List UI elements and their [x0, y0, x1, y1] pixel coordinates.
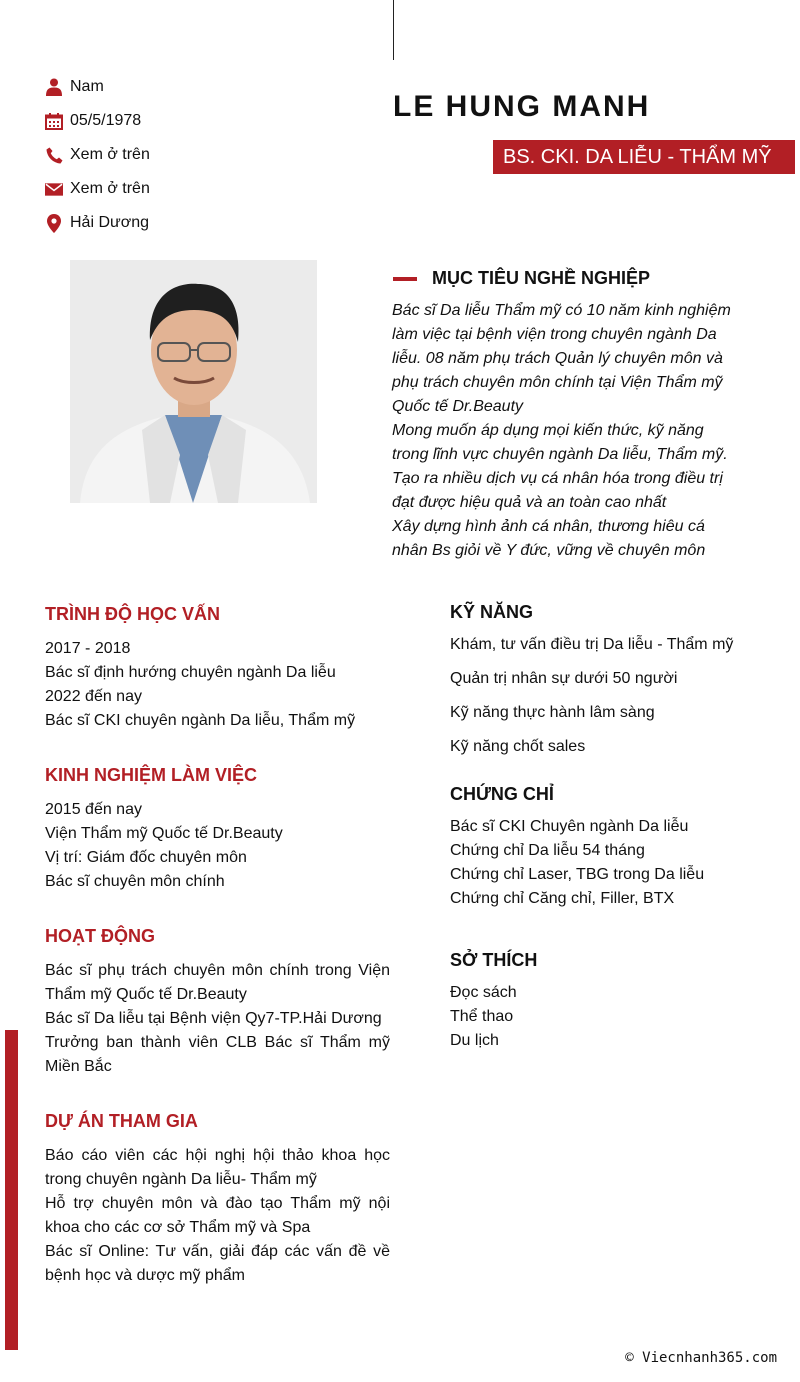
experience-line: Viện Thẩm mỹ Quốc tế Dr.Beauty	[45, 825, 283, 842]
experience-line: 2015 đến nay	[45, 801, 142, 818]
objective-text	[392, 299, 737, 563]
projects-title: DỰ ÁN THAM GIA	[45, 1111, 198, 1131]
skill-item: Kỹ năng chốt sales	[450, 738, 586, 755]
skill-item: Kỹ năng thực hành lâm sàng	[450, 704, 655, 721]
contact-email	[45, 172, 150, 206]
objective-paragraph: Bác sĩ Da liễu Thẩm mỹ có 10 năm kinh nghiệm làm việc tại bệnh viện trong chuyên ngành Da liễu. 08 năm phụ trách Quản lý chuyên môn và phụ trách chuyên môn chính tại Viện Thẩm mỹ Quốc tế Dr.Beauty	[392, 302, 731, 415]
contact-gender	[45, 70, 150, 104]
certificates-title: CHỨNG CHỈ	[450, 784, 554, 804]
skill-item: Khám, tư vấn điều trị Da liễu - Thẩm mỹ	[450, 636, 734, 653]
address-value: Hải Dương	[70, 214, 150, 231]
certificate-item: Chứng chỉ Da liễu 54 tháng	[450, 842, 645, 859]
contact-address	[45, 206, 150, 240]
experience-list	[45, 798, 390, 894]
hobby-item: Đọc sách	[450, 984, 517, 1001]
experience-line: Bác sĩ chuyên môn chính	[45, 873, 225, 890]
profile-photo	[70, 260, 317, 503]
activity-line: Bác sĩ phụ trách chuyên môn chính trong Viện Thẩm mỹ Quốc tế Dr.Beauty	[45, 962, 390, 1003]
objective-paragraph: Xây dựng hình ảnh cá nhân, thương hiêu cá nhân Bs giỏi về Y đức, vững về chuyên môn	[392, 518, 706, 559]
skill-item: Quản trị nhân sự dưới 50 người	[450, 670, 678, 687]
candidate-name: LE HUNG MANH	[393, 90, 651, 123]
objective-heading	[393, 268, 650, 289]
hobby-item: Thể thao	[450, 1008, 514, 1025]
left-accent-bar	[5, 1030, 18, 1350]
header-divider-line	[393, 0, 394, 60]
hobby-item: Du lịch	[450, 1032, 499, 1049]
contact-birthdate	[45, 104, 150, 138]
hobbies-list	[450, 981, 780, 1053]
job-title-badge: BS. CKI. DA LIỄU - THẨM MỸ	[493, 140, 795, 174]
certificate-item: Bác sĩ CKI Chuyên ngành Da liễu	[450, 818, 689, 835]
certificate-item: Chứng chỉ Laser, TBG trong Da liễu	[450, 866, 705, 883]
project-line: Báo cáo viên các hội nghị hội thảo khoa học trong chuyên ngành Da liễu- Thẩm mỹ	[45, 1147, 390, 1188]
email-value: Xem ở trên	[70, 180, 150, 197]
education-title: TRÌNH ĐỘ HỌC VẤN	[45, 604, 220, 624]
education-line: Bác sĩ CKI chuyên ngành Da liễu, Thẩm mỹ	[45, 712, 356, 729]
education-line: 2017 - 2018	[45, 640, 131, 657]
birthdate-value: 05/5/1978	[70, 112, 142, 129]
skills-list	[450, 633, 780, 769]
contact-phone	[45, 138, 150, 172]
projects-list	[45, 1144, 390, 1288]
gender-value: Nam	[70, 78, 104, 95]
objective-dash	[393, 277, 417, 281]
education-line: 2022 đến nay	[45, 688, 142, 705]
activity-line: Bác sĩ Da liễu tại Bệnh viện Qy7-TP.Hải Dương	[45, 1010, 382, 1027]
footer-copyright: © Viecnhanh365.com	[625, 1350, 777, 1366]
project-line: Bác sĩ Online: Tư vấn, giải đáp các vấn đề về bệnh học và dược mỹ phẩm	[45, 1243, 390, 1284]
education-line: Bác sĩ định hướng chuyên ngành Da liễu	[45, 664, 336, 681]
envelope-icon	[45, 180, 63, 198]
phone-icon	[45, 146, 63, 164]
phone-value: Xem ở trên	[70, 146, 150, 163]
contact-info	[45, 70, 150, 240]
experience-title: KINH NGHIỆM LÀM VIỆC	[45, 765, 258, 785]
activities-list	[45, 959, 390, 1079]
person-icon	[45, 78, 63, 96]
education-list	[45, 637, 390, 733]
hobbies-title: SỞ THÍCH	[450, 950, 538, 970]
certificates-list	[450, 815, 780, 911]
certificate-item: Chứng chỉ Căng chỉ, Filler, BTX	[450, 890, 675, 907]
objective-paragraph: Mong muốn áp dụng mọi kiến thức, kỹ năng trong lĩnh vực chuyên ngành Da liễu, Thẩm mỹ. Tạo ra nhiều dịch vụ cá nhân hóa trong điều trị đạt được hiệu quả và an toàn cao nhất	[392, 422, 728, 511]
experience-line: Vị trí: Giám đốc chuyên môn	[45, 849, 247, 866]
calendar-icon	[45, 112, 63, 130]
activities-title: HOẠT ĐỘNG	[45, 926, 155, 946]
activity-line: Trưởng ban thành viên CLB Bác sĩ Thẩm mỹ Miền Bắc	[45, 1034, 390, 1075]
location-pin-icon	[45, 214, 63, 232]
objective-title: MỤC TIÊU NGHỀ NGHIỆP	[432, 268, 651, 288]
skills-title: KỸ NĂNG	[450, 602, 534, 622]
project-line: Hỗ trợ chuyên môn và đào tạo Thẩm mỹ nội khoa cho các cơ sở Thẩm mỹ và Spa	[45, 1195, 390, 1236]
